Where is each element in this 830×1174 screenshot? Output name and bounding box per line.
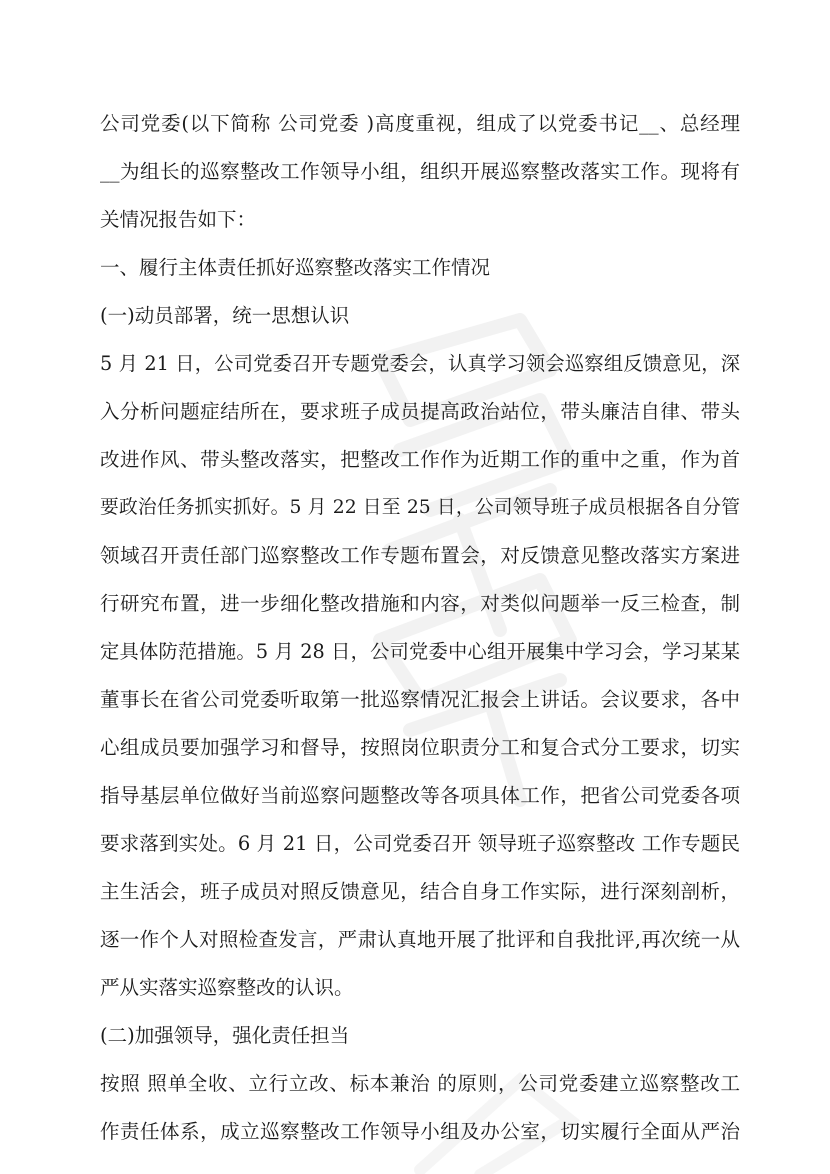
text-line: 领域召开责任部门巡察整改工作专题布置会，对反馈意见整改落实方案进 (100, 544, 740, 567)
text-line: 主生活会，班子成员对照反馈意见，结合自身工作实际，进行深刻剖析， (100, 880, 740, 903)
text-line: 入分析问题症结所在，要求班子成员提高政治站位，带头廉洁自律、带头 (100, 400, 740, 423)
text-line: 指导基层单位做好当前巡察问题整改等各项具体工作，把省公司党委各项 (100, 784, 740, 807)
text-line: 按照 照单全收、立行立改、标本兼治 的原则，公司党委建立巡察整改工 (100, 1072, 740, 1095)
text-line: 定具体防范措施。5 月 28 日，公司党委中心组开展集中学习会，学习某某 (100, 640, 740, 663)
subsection-heading: (一)动员部署，统一思想认识 (100, 304, 350, 327)
subsection-heading: (二)加强领导，强化责任担当 (100, 1024, 350, 1047)
text-line: __为组长的巡察整改工作领导小组，组织开展巡察整改落实工作。现将有 (100, 160, 740, 183)
text-line: 逐一作个人对照检查发言，严肃认真地开展了批评和自我批评,再次统一从 (100, 928, 740, 951)
text-line: 改进作风、带头整改落实，把整改工作作为近期工作的重中之重，作为首 (100, 448, 740, 471)
text-line: 心组成员要加强学习和督导，按照岗位职责分工和复合式分工要求，切实 (100, 736, 740, 759)
text-line: 董事长在省公司党委听取第一批巡察情况汇报会上讲话。会议要求，各中 (100, 688, 740, 711)
text-line: 作责任体系，成立巡察整改工作领导小组及办公室，切实履行全面从严治 (100, 1120, 740, 1143)
text-line: 要政治任务抓实抓好。5 月 22 日至 25 日，公司领导班子成员根据各自分管 (100, 497, 740, 518)
section-heading: 一、履行主体责任抓好巡察整改落实工作情况 (100, 256, 491, 279)
document-body (100, 100, 740, 1156)
text-line: 行研究布置，进一步细化整改措施和内容，对类似问题举一反三检查，制 (100, 592, 740, 615)
text-line: 关情况报告如下： (100, 208, 257, 231)
text-line: 公司党委(以下简称 公司党委 )高度重视，组成了以党委书记__、总经理 (100, 112, 740, 135)
text-line: 严从实落实巡察整改的认识。 (100, 976, 354, 999)
text-line: 要求落到实处。6 月 21 日，公司党委召开 领导班子巡察整改 工作专题民 (100, 832, 740, 855)
text-line: 5 月 21 日，公司党委召开专题党委会，认真学习领会巡察组反馈意见，深 (100, 352, 740, 375)
